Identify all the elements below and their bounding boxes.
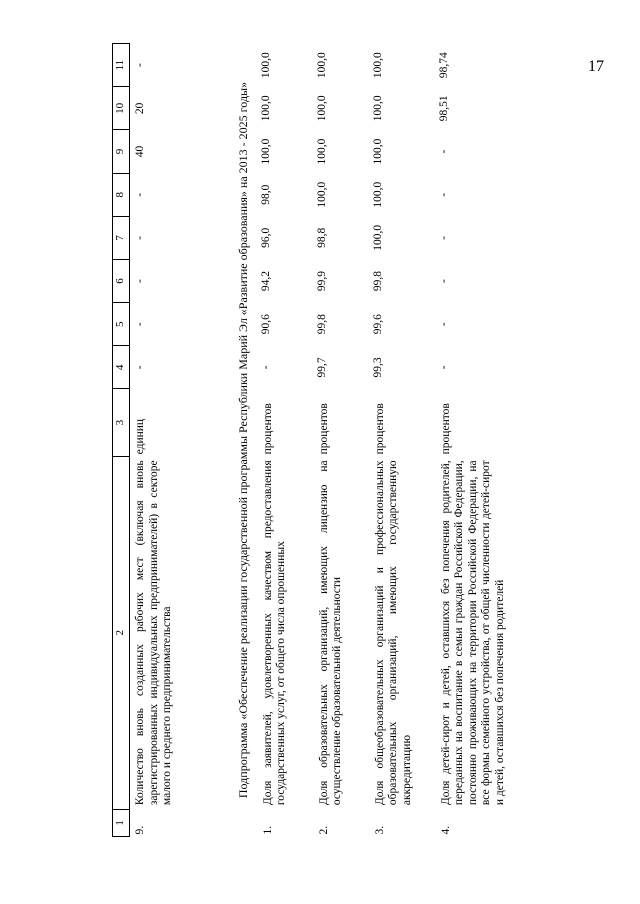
cell-value: 100,0 <box>259 95 272 122</box>
cell-value: 100,0 <box>371 52 384 79</box>
cell-value: - <box>134 279 146 283</box>
cell-value: - <box>437 192 450 197</box>
row-unit: процентов <box>317 403 330 455</box>
cell-value: 100,0 <box>371 224 384 251</box>
header-cell: 5 <box>113 303 130 346</box>
cell-value: 99,9 <box>315 270 328 292</box>
row-unit: процентов <box>261 403 274 455</box>
cell-value: - <box>437 235 450 240</box>
row-unit: процентов <box>439 403 452 455</box>
cell-value: 99,8 <box>315 314 328 335</box>
cell-value: 90,6 <box>259 314 272 335</box>
cell-value: 100,0 <box>315 95 328 122</box>
row-number: 3. <box>373 825 386 835</box>
cell-value: - <box>134 235 146 240</box>
cell-value: 100,0 <box>371 138 384 165</box>
cell-value: 100,0 <box>259 52 272 79</box>
header-cell: 4 <box>113 346 130 389</box>
cell-value: 100,0 <box>315 52 328 79</box>
row-description: Количество вновь созданных рабочих мест (включая вновь зарегистрированных индивидуальных предпринимателей) в секторе малого и среднего предпринимательства <box>134 460 174 806</box>
table-header <box>113 44 130 837</box>
table-row <box>316 44 372 837</box>
cell-value: 98,0 <box>259 184 272 205</box>
cell-value: 99,7 <box>315 357 328 378</box>
rotated-table-block <box>112 43 508 837</box>
cell-value: - <box>134 63 146 68</box>
page-number: 17 <box>588 58 604 75</box>
table-row <box>260 44 316 837</box>
row-number: 1. <box>261 825 274 835</box>
cell-value: 99,6 <box>371 314 384 335</box>
indicators-table <box>112 43 538 837</box>
row-description: Доля заявителей, удовлетворенных качеством предоставления государственных услуг, от общего числа опрошенных <box>261 460 288 806</box>
table-row <box>372 44 438 837</box>
cell-value: 98,74 <box>437 52 450 79</box>
cell-value: 100,0 <box>315 181 328 208</box>
row-number: 4. <box>439 825 452 835</box>
row-number: 2. <box>317 825 330 835</box>
cell-value: 98,8 <box>315 227 328 248</box>
header-cell: 7 <box>113 216 130 259</box>
cell-value: 96,0 <box>259 227 272 248</box>
cell-value: 94,2 <box>259 270 272 292</box>
cell-value: 40 <box>134 145 146 158</box>
cell-value: - <box>134 365 146 370</box>
row-unit: процентов <box>373 403 386 455</box>
subprogram-title: Подпрограмма «Обеспечение реализации государственной программы Республики Марий Эл «Развитие образования» на 2013 - 2025 годы» <box>235 81 250 799</box>
cell-value: 100,0 <box>259 138 272 165</box>
header-cell: 1 <box>113 809 130 836</box>
header-cell: 6 <box>113 259 130 302</box>
cell-value: - <box>134 192 146 197</box>
cell-value: - <box>437 149 450 154</box>
row-description: Доля детей-сирот и детей, оставшихся без попечения родителей, переданных на воспитание в семьи граждан Российской Федерации, постоянно проживающих на территории Российской Федерации, на все формы семейного устройства, от общей численности детей-сирот и детей, оставшихся без попечения родителей <box>439 460 506 806</box>
cell-value: 99,3 <box>371 357 384 378</box>
header-cell: 9 <box>113 130 130 173</box>
header-cell: 2 <box>113 456 130 809</box>
cell-value: 99,8 <box>371 270 384 292</box>
row-description: Доля образовательных организаций, имеющих лицензию на осуществление образовательной деятельности <box>317 460 344 806</box>
row-unit: единиц <box>134 418 146 455</box>
cell-value: - <box>437 322 450 327</box>
cell-value: - <box>437 365 450 370</box>
cell-value: 20 <box>134 102 146 115</box>
subprogram-row <box>222 44 260 837</box>
row-number: 9. <box>134 825 146 835</box>
cell-value: - <box>134 322 146 327</box>
header-cell: 11 <box>113 44 130 87</box>
cell-value: 100,0 <box>371 181 384 208</box>
cell-value: - <box>437 279 450 283</box>
cell-value: 100,0 <box>371 95 384 122</box>
row-description: Доля общеобразовательных организаций и профессиональных образовательных организаций, имеющих государственную аккредитацию <box>373 460 413 806</box>
table-row <box>130 44 222 837</box>
table-row <box>438 44 538 837</box>
header-cell: 8 <box>113 173 130 216</box>
cell-value: 98,51 <box>437 95 450 122</box>
header-cell: 3 <box>113 389 130 456</box>
header-cell: 10 <box>113 87 130 130</box>
cell-value: - <box>259 365 272 370</box>
cell-value: 100,0 <box>315 138 328 165</box>
